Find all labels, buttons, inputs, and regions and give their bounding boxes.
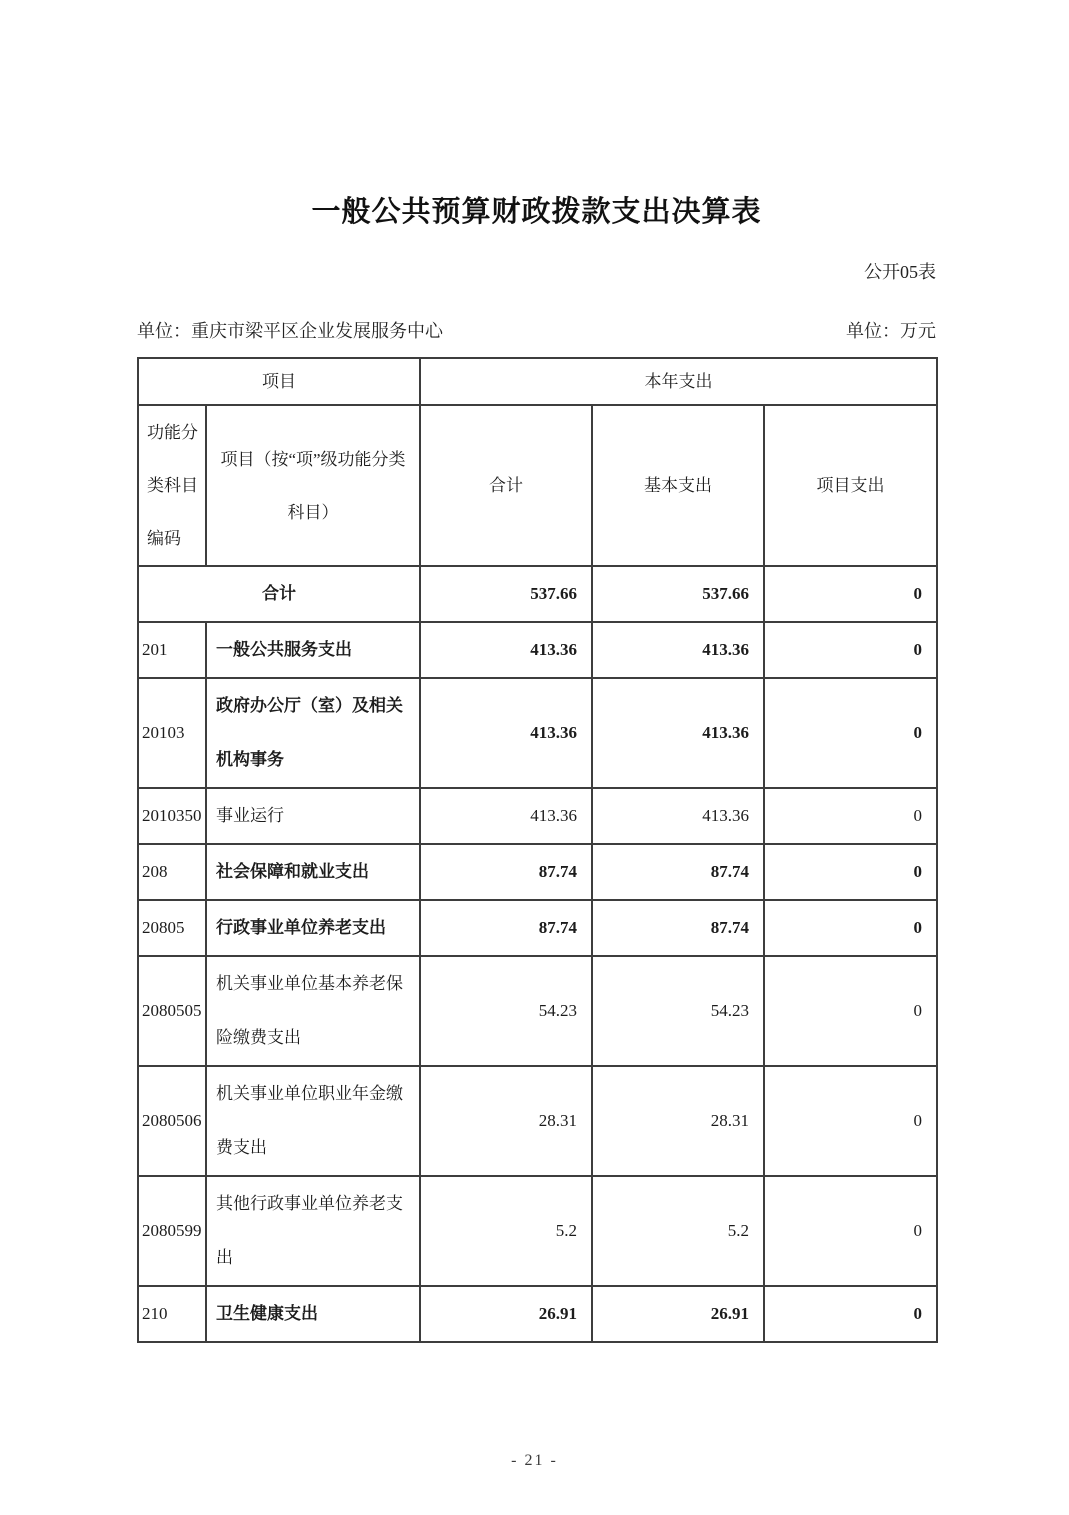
page-title: 一般公共预算财政拨款支出决算表 <box>311 196 762 228</box>
project-cell: 0 <box>764 622 937 678</box>
unit-name: 单位：重庆市梁平区企业发展服务中心 <box>137 321 443 341</box>
basic-cell: 28.31 <box>592 1066 764 1176</box>
table-row <box>138 844 937 900</box>
total-cell: 537.66 <box>420 566 592 622</box>
header-col-project: 项目支出 <box>764 405 937 566</box>
total-cell: 87.74 <box>420 844 592 900</box>
total-cell: 26.91 <box>420 1286 592 1342</box>
header-col-total: 合计 <box>420 405 592 566</box>
basic-cell: 537.66 <box>592 566 764 622</box>
basic-cell: 87.74 <box>592 844 764 900</box>
total-cell: 28.31 <box>420 1066 592 1176</box>
item-cell: 合计 <box>138 566 420 622</box>
header-column-row <box>138 405 937 566</box>
unit-measure: 单位：万元 <box>846 321 936 341</box>
code-cell: 20103 <box>138 678 206 788</box>
item-cell: 一般公共服务支出 <box>206 622 420 678</box>
total-cell: 413.36 <box>420 678 592 788</box>
code-cell: 2010350 <box>138 788 206 844</box>
basic-cell: 54.23 <box>592 956 764 1066</box>
basic-cell: 26.91 <box>592 1286 764 1342</box>
header-group-item: 项目 <box>138 358 420 405</box>
total-cell: 5.2 <box>420 1176 592 1286</box>
header-group-year: 本年支出 <box>420 358 937 405</box>
basic-cell: 413.36 <box>592 788 764 844</box>
project-cell: 0 <box>764 844 937 900</box>
project-cell: 0 <box>764 678 937 788</box>
total-cell: 87.74 <box>420 900 592 956</box>
code-cell: 20805 <box>138 900 206 956</box>
table-row <box>138 1286 937 1342</box>
project-cell: 0 <box>764 1176 937 1286</box>
total-cell: 413.36 <box>420 622 592 678</box>
expenditure-table <box>137 357 938 1343</box>
item-cell: 机关事业单位基本养老保险缴费支出 <box>206 956 420 1066</box>
project-cell: 0 <box>764 1286 937 1342</box>
code-cell: 2080599 <box>138 1176 206 1286</box>
table-row <box>138 1066 937 1176</box>
table-row-total <box>138 566 937 622</box>
project-cell: 0 <box>764 566 937 622</box>
item-cell: 行政事业单位养老支出 <box>206 900 420 956</box>
basic-cell: 5.2 <box>592 1176 764 1286</box>
item-cell: 其他行政事业单位养老支出 <box>206 1176 420 1286</box>
table-row <box>138 788 937 844</box>
basic-cell: 413.36 <box>592 678 764 788</box>
table-row <box>138 622 937 678</box>
code-cell: 210 <box>138 1286 206 1342</box>
table-label: 公开05表 <box>864 262 936 282</box>
table-row <box>138 1176 937 1286</box>
total-cell: 54.23 <box>420 956 592 1066</box>
table-row <box>138 678 937 788</box>
table-row <box>138 956 937 1066</box>
header-group-row <box>138 358 937 405</box>
project-cell: 0 <box>764 900 937 956</box>
header-col-code: 功能分类科目编码 <box>138 405 206 566</box>
header-col-basic: 基本支出 <box>592 405 764 566</box>
item-cell: 社会保障和就业支出 <box>206 844 420 900</box>
code-cell: 2080505 <box>138 956 206 1066</box>
item-cell: 事业运行 <box>206 788 420 844</box>
unit-row <box>137 318 936 344</box>
code-cell: 201 <box>138 622 206 678</box>
item-cell: 机关事业单位职业年金缴费支出 <box>206 1066 420 1176</box>
item-cell: 卫生健康支出 <box>206 1286 420 1342</box>
project-cell: 0 <box>764 788 937 844</box>
table-row <box>138 900 937 956</box>
project-cell: 0 <box>764 956 937 1066</box>
basic-cell: 87.74 <box>592 900 764 956</box>
project-cell: 0 <box>764 1066 937 1176</box>
item-cell: 政府办公厅（室）及相关机构事务 <box>206 678 420 788</box>
code-cell: 2080506 <box>138 1066 206 1176</box>
code-cell: 208 <box>138 844 206 900</box>
page-number: - 21 - <box>511 1452 558 1469</box>
total-cell: 413.36 <box>420 788 592 844</box>
basic-cell: 413.36 <box>592 622 764 678</box>
header-col-item: 项目（按“项”级功能分类科目） <box>206 405 420 566</box>
